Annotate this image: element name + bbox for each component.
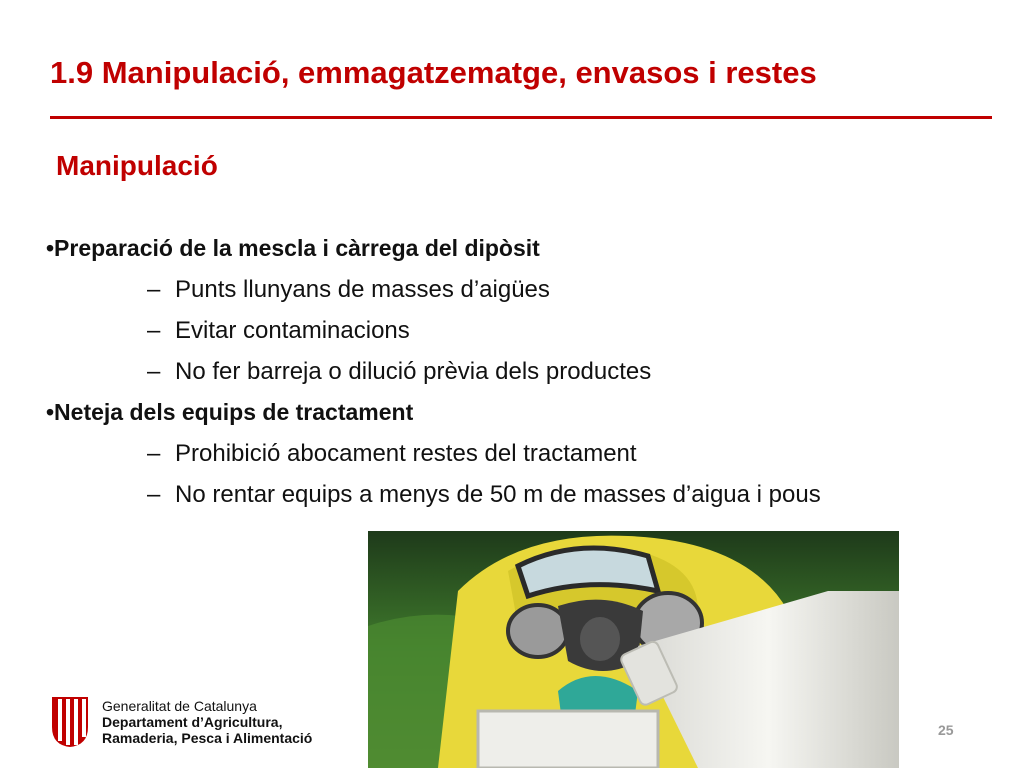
sub-bullet-text: No rentar equips a menys de 50 m de masses d’aigua i pous (175, 481, 821, 508)
department-name-line-2: Ramaderia, Pesca i Alimentació (102, 730, 313, 746)
dash-marker: – (147, 440, 161, 467)
sub-bullet-text: Prohibició abocament restes del tractament (175, 440, 637, 467)
generalitat-emblem-icon (50, 697, 90, 747)
page-number: 25 (938, 722, 954, 738)
sub-bullet-text: Punts llunyans de masses d’aigües (175, 276, 550, 303)
department-name-line-1: Departament d’Agricultura, (102, 714, 283, 730)
sub-bullet-item (46, 269, 1006, 310)
generalitat-logo (50, 697, 350, 749)
org-name: Generalitat de Catalunya (102, 698, 257, 714)
sub-bullet-text: No fer barreja o dilució prèvia dels productes (175, 358, 652, 385)
protective-equipment-photo (368, 531, 899, 768)
sub-bullet-item (46, 310, 1006, 351)
sub-bullet-item (46, 351, 1006, 392)
bullet-item: •Preparació de la mescla i càrrega del dipòsit (46, 235, 540, 261)
section-heading: Manipulació (56, 150, 218, 181)
dash-marker: – (147, 276, 161, 303)
sub-bullet-item (46, 474, 1006, 515)
bullet-item: •Neteja dels equips de tractament (46, 399, 414, 425)
dash-marker: – (147, 481, 161, 508)
dash-marker: – (147, 317, 161, 344)
bullet-list (46, 228, 1006, 515)
title-divider (50, 116, 992, 119)
slide-title: 1.9 Manipulació, emmagatzematge, envasos i restes (50, 55, 817, 90)
dash-marker: – (147, 358, 161, 385)
logo-text (102, 698, 312, 746)
sub-bullet-text: Evitar contaminacions (175, 317, 410, 344)
sub-bullet-item (46, 433, 1006, 474)
photo-illustration (368, 531, 899, 768)
